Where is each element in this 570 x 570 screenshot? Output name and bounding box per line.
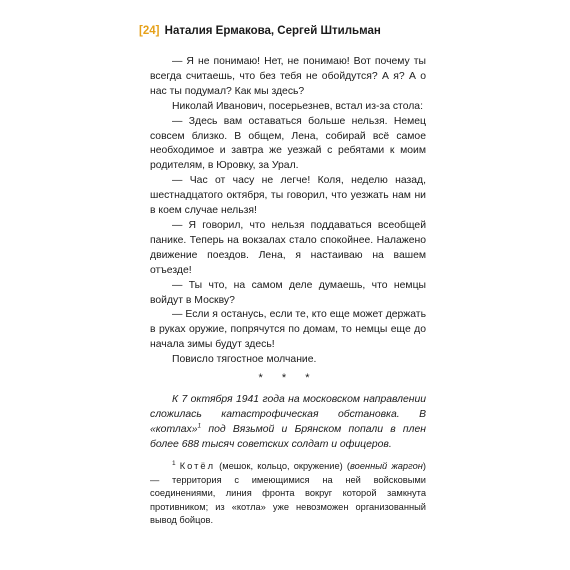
paragraph-5: — Я говорил, что нельзя поддаваться всеобщей панике. Теперь на вокзалах стало спокойнее. Налажено движение поездов. Лена, я настаиваю на вашем отъезде! [150, 219, 426, 276]
paragraph-1: — Я не понимаю! Нет, не понимаю! Вот почему ты всегда считаешь, что без тебя не обойдутся? А я? А о нас ты подумал? Как мы здесь? [150, 56, 426, 97]
page-number: [24] [139, 25, 160, 37]
section-separator: * * * [258, 372, 318, 384]
historical-note-text-after: под Вязьмой и Брянском попали в плен более 688 тысяч советских солдат и офицеров. [150, 423, 426, 450]
historical-note [150, 393, 426, 453]
paragraph-3: — Здесь вам оставаться больше нельзя. Немец совсем близко. В общем, Лена, собирай всё самое необходимое и завтра же уезжай с ребятами к моим родителям, в Юровку, за Урал. [150, 115, 426, 172]
body-text [150, 55, 426, 368]
footnote-reference: 1 [197, 422, 202, 430]
footnote-term: Котёл [179, 461, 216, 471]
paragraph-6: — Ты что, на самом деле думаешь, что немцы войдут в Москву? [150, 279, 426, 306]
footnote-text-2: ) — территория с имеющимися на ней войсковыми соединениями, линия фронта вокруг которой замкнута противником; из «котла» уже невозможен организованный вывод бойцов. [150, 461, 426, 526]
running-header [139, 23, 439, 39]
footnote [150, 460, 426, 528]
footnote-number: 1 [172, 459, 176, 467]
historical-note-text-before: К 7 октября 1941 года на московском направлении сложилась катастрофическая обстановка. В «котлах» [150, 394, 426, 435]
paragraph-8: Повисло тягостное молчание. [172, 354, 317, 366]
header-authors: Наталия Ермакова, Сергей Штильман [164, 25, 381, 37]
paragraph-2: Николай Иванович, посерьезнев, встал из-за стола: [172, 100, 423, 112]
footnote-text-1: (мешок, кольцо, окружение) ( [215, 461, 350, 471]
paragraph-4: — Час от часу не легче! Коля, неделю назад, шестнадцатого октября, ты говорил, что уезжать нам ни в коем случае нельзя! [150, 175, 426, 217]
footnote-emphasis: военный жаргон [350, 461, 423, 471]
paragraph-7: — Если я останусь, если те, кто еще может держать в руках оружие, попрячутся по домам, то немцы еще до начала зимы будут здесь! [150, 309, 426, 351]
